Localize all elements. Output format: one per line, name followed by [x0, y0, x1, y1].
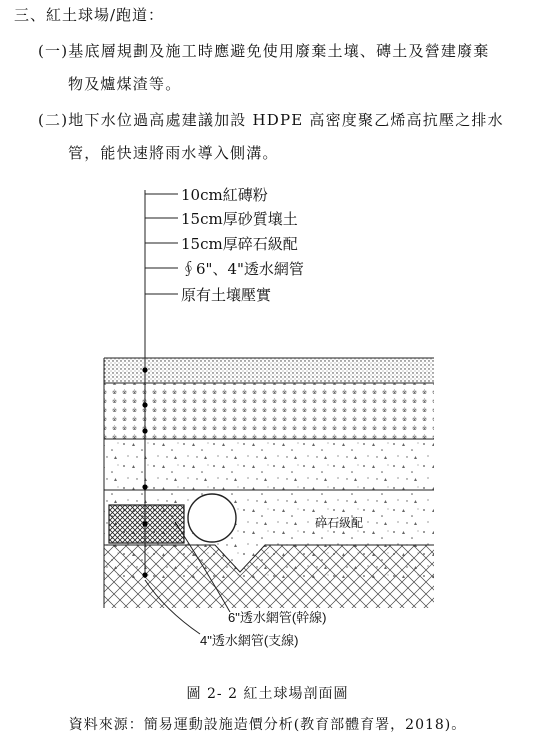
- item-2-line-1: (二)地下水位過高處建議加設 HDPE 高密度聚乙烯高抗壓之排水: [38, 111, 504, 129]
- label-gravel-in-diagram: 碎石級配: [315, 516, 364, 530]
- item-1-line-2: 物及爐煤渣等。: [68, 75, 182, 93]
- compacted-soil-layer: [104, 545, 434, 608]
- sandy-loam-layer: [104, 383, 434, 439]
- main-pipe-6in: [188, 494, 236, 542]
- label-brick-powder: 10cm紅磚粉: [181, 186, 268, 204]
- section-heading: 三、紅土球場/跑道：: [14, 6, 165, 24]
- figure-source: 資料來源：簡易運動設施造價分析(教育部體育署，2018)。: [68, 717, 467, 733]
- court-cross-section-diagram: [0, 180, 535, 670]
- label-main-pipe: 6"透水網管(幹線): [228, 610, 327, 625]
- label-compacted-soil: 原有土壤壓實: [181, 286, 272, 304]
- label-drain-pipes: ∮6"、4"透水網管: [181, 260, 304, 278]
- label-sandy-loam: 15cm厚砂質壤土: [181, 210, 298, 228]
- label-graded-gravel: 15cm厚碎石級配: [181, 235, 298, 253]
- red-brick-powder-layer: [104, 358, 434, 383]
- item-2-line-2: 管，能快速將雨水導入側溝。: [68, 144, 279, 162]
- label-branch-pipe: 4"透水網管(支線): [200, 633, 299, 648]
- item-1-line-1: (一)基底層規劃及施工時應避免使用廢棄土壤、磚土及營建廢棄: [38, 42, 490, 60]
- figure-caption: 圖 2- 2 紅土球場剖面圖: [186, 686, 349, 702]
